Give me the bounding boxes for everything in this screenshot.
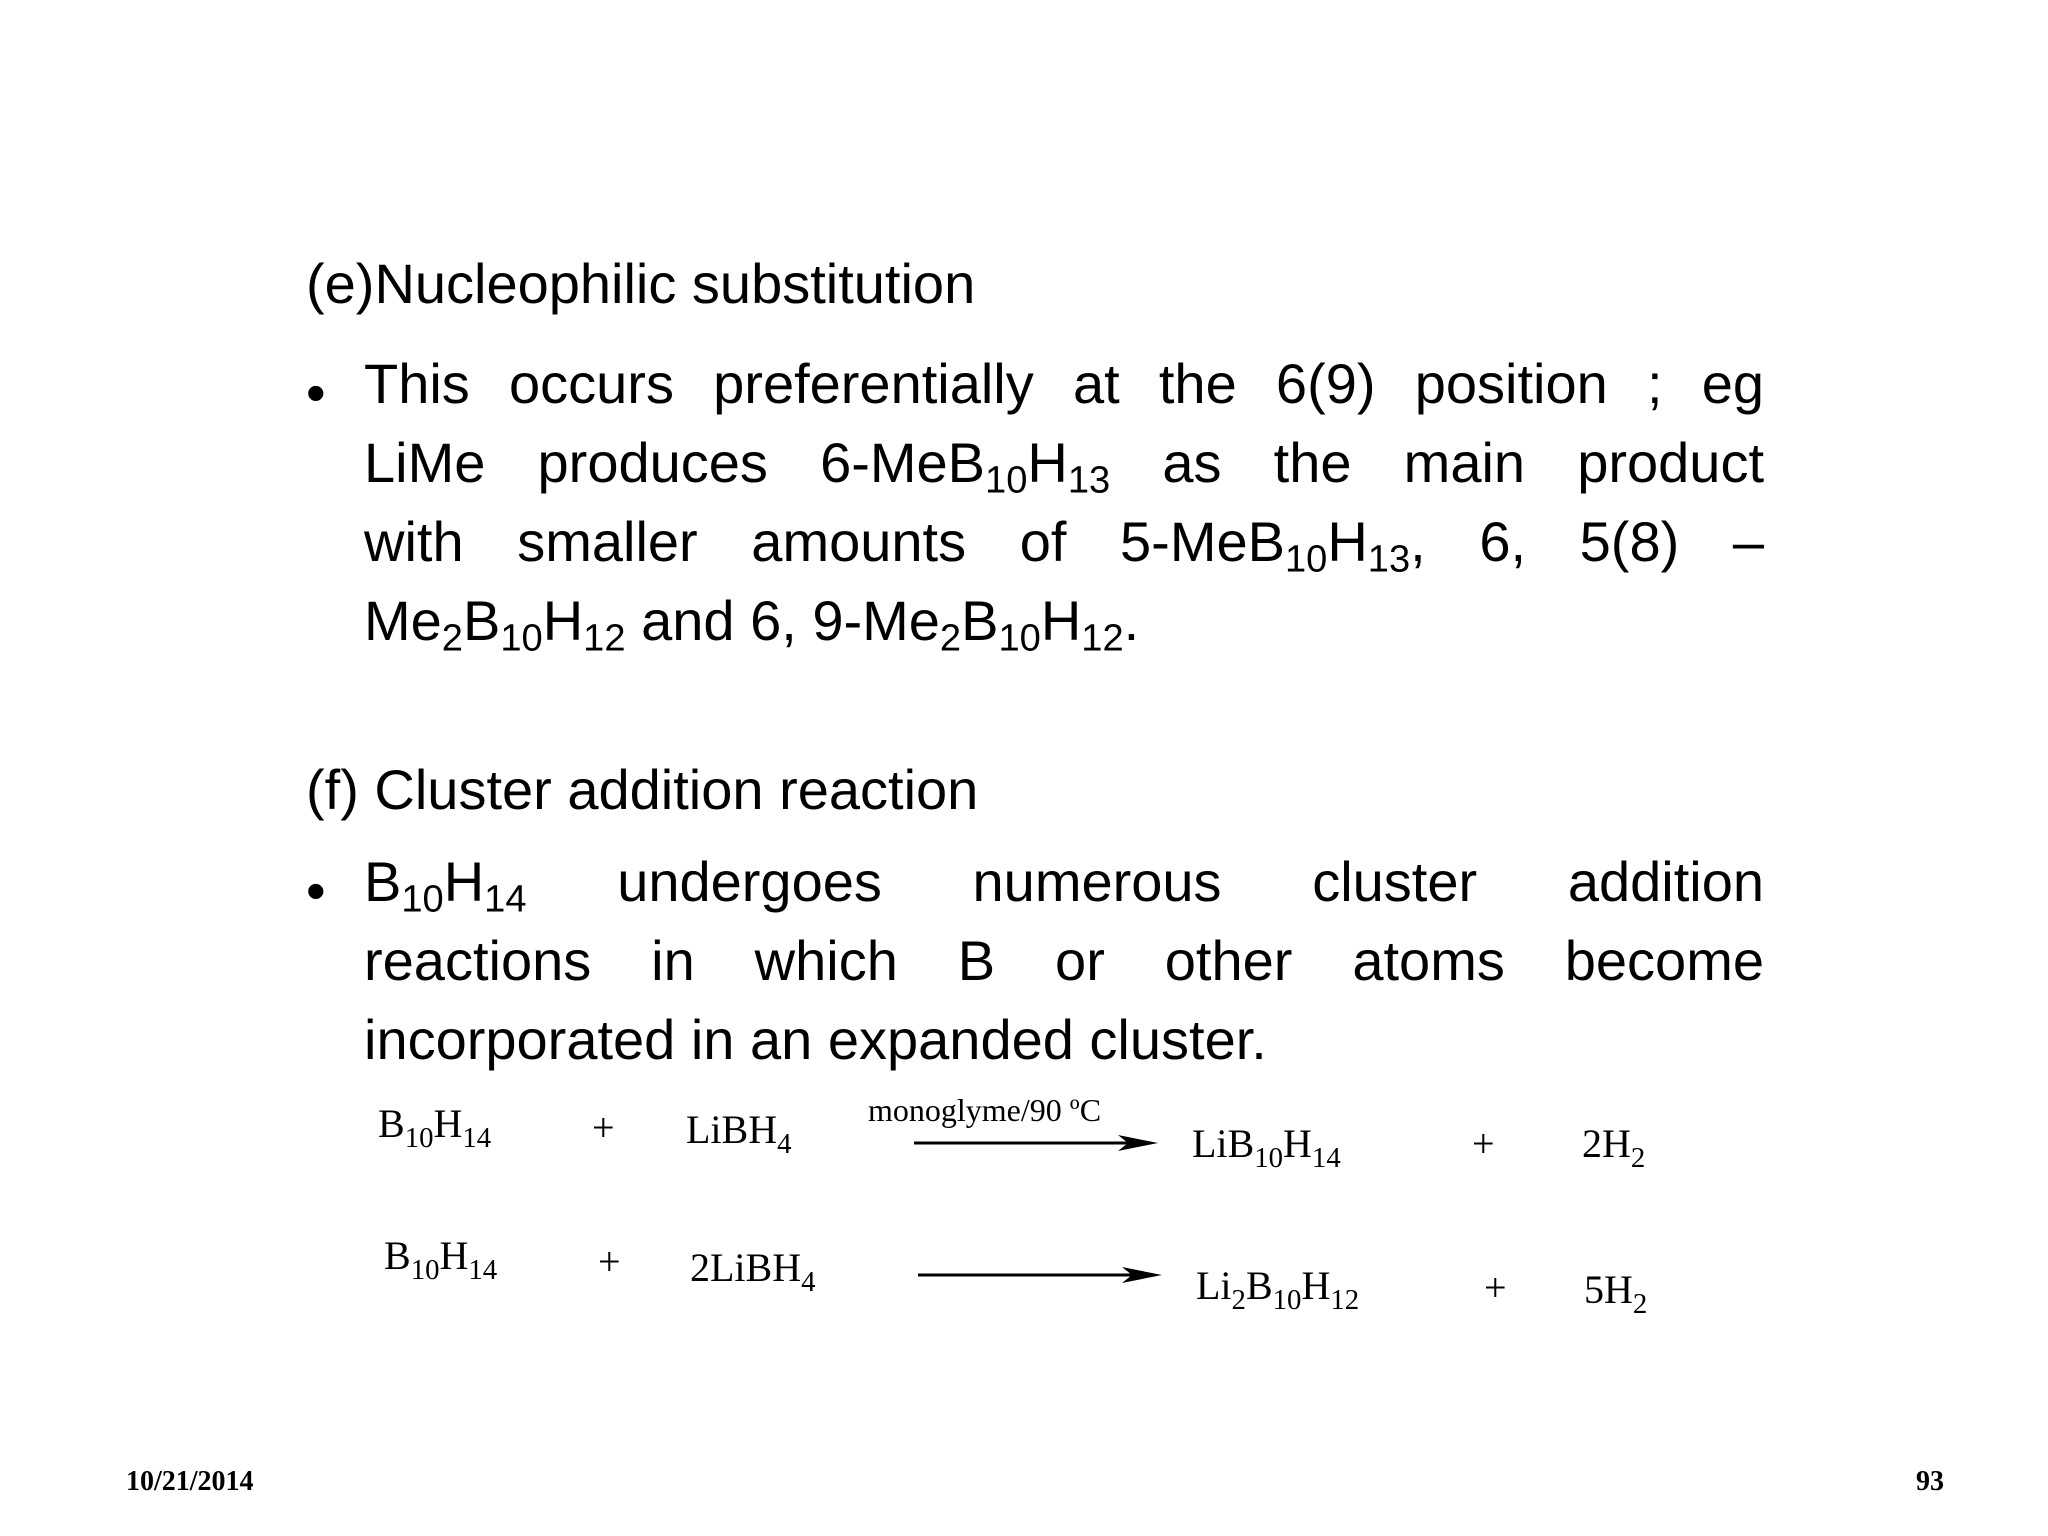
section-e-heading: (e)Nucleophilic substitution (306, 252, 976, 315)
reaction-1-reactant-1: $B_{10}H_{14}$ (378, 1101, 492, 1155)
section-e-line-3: with smaller amounts of $5-MeB_{10}H_{13}$, 6, 5(8) – (364, 510, 1764, 581)
section-f-line-3: incorporated in an expanded cluster. (364, 1008, 1267, 1071)
reaction-1-plus-2: + (1472, 1121, 1495, 1166)
reaction-2-reactant-2: 2LiBH$_4$ (690, 1245, 816, 1299)
reaction-2-arrow-icon (916, 1260, 1166, 1290)
section-f-line-2: reactions in which B or other atoms become (364, 929, 1764, 992)
section-f-heading: (f) Cluster addition reaction (306, 758, 979, 821)
reaction-1-reactant-2: LiBH$_4$ (686, 1107, 792, 1161)
reaction-1-product-2: $2H_2$ (1582, 1121, 1646, 1175)
reaction-2-product-1: $Li_2B_{10}H_{12}$ (1196, 1263, 1360, 1317)
reaction-1-condition: monoglyme/90 ºC (868, 1092, 1102, 1128)
section-e-line-2: LiMe produces $6-MeB_{10}H_{13}$ as the main product (364, 431, 1764, 502)
reaction-1-arrow-icon (912, 1128, 1162, 1158)
reaction-1-product-1: $LiB_{10}H_{14}$ (1192, 1121, 1341, 1175)
section-f-line-1: $B_{10}H_{14}$ undergoes numerous cluster addition (364, 850, 1764, 921)
section-e-bullet: • (306, 361, 326, 424)
footer-page-number: 93 (1916, 1466, 1944, 1497)
section-e-line-1: This occurs preferentially at the 6(9) position ; eg (364, 352, 1764, 415)
reaction-2-plus-1: + (598, 1239, 621, 1284)
reaction-2-reactant-1: $B_{10}H_{14}$ (384, 1233, 498, 1287)
section-f-paragraph (364, 842, 1764, 1079)
section-e-paragraph (364, 344, 1764, 660)
footer-date: 10/21/2014 (126, 1466, 254, 1497)
reaction-1-plus-1: + (592, 1105, 615, 1150)
reaction-2-product-2: $5H_2$ (1584, 1267, 1648, 1321)
reaction-2-plus-2: + (1484, 1265, 1507, 1310)
section-e-line-4: $Me_2B_{10}H_{12}$ and 6, $9-Me_2B_{10}H_{12}$. (364, 589, 1140, 660)
section-f-bullet: • (306, 859, 326, 922)
